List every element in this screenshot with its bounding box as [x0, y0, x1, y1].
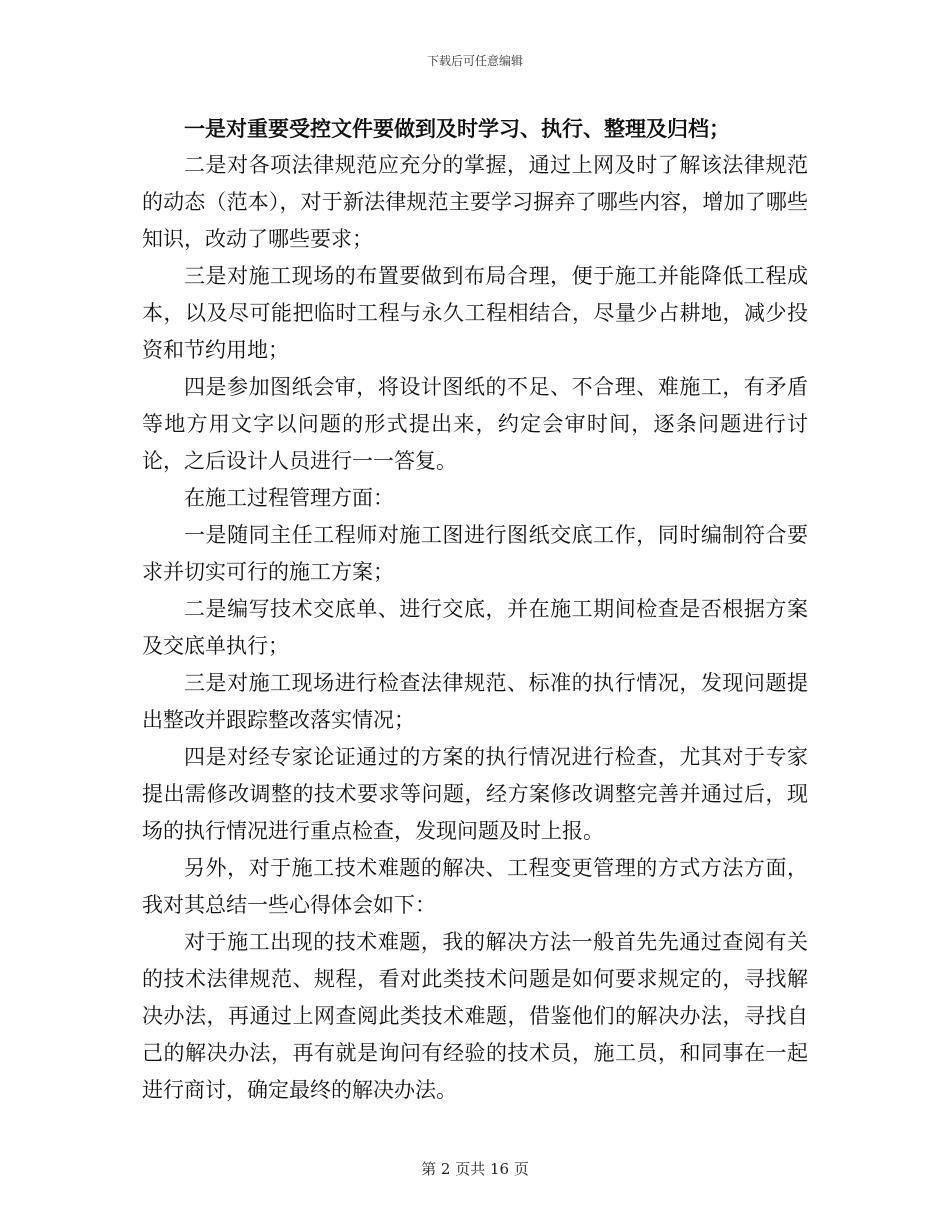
document-body — [142, 110, 808, 1109]
paragraph-8: 三是对施工现场进行检查法律规范、标准的执行情况，发现问题提出整改并跟踪整改落实情况； — [142, 671, 808, 732]
paragraph-2: 二是对各项法律规范应充分的掌握，通过上网及时了解该法律规范的动态（范本），对于新法律规范主要学习摒弃了哪些内容，增加了哪些知识，改动了哪些要求； — [142, 153, 808, 251]
paragraph-1: 一是对重要受控文件要做到及时学习、执行、整理及归档； — [184, 116, 730, 141]
page-header: 下载后可任意编辑 — [426, 54, 523, 68]
paragraph-6: 一是随同主任工程师对施工图进行图纸交底工作，同时编制符合要求并切实可行的施工方案； — [142, 523, 808, 584]
paragraph-4: 四是参加图纸会审，将设计图纸的不足、不合理、难施工，有矛盾等地方用文字以问题的形式提出来，约定会审时间，逐条问题进行讨论，之后设计人员进行一一答复。 — [142, 375, 808, 473]
paragraph-3: 三是对施工现场的布置要做到布局合理，便于施工并能降低工程成本，以及尽可能把临时工程与永久工程相结合，尽量少占耕地，减少投资和节约用地； — [142, 264, 808, 362]
page-footer: 第 2 页共 16 页 — [421, 1160, 529, 1178]
paragraph-7: 二是编写技术交底单、进行交底，并在施工期间检查是否根据方案及交底单执行； — [142, 597, 808, 658]
paragraph-11: 对于施工出现的技术难题，我的解决方法一般首先先通过查阅有关的技术法律规范、规程，看对此类技术问题是如何要求规定的，寻找解决办法，再通过上网查阅此类技术难题，借鉴他们的解决办法，寻找自己的解决办法，再有就是询问有经验的技术员，施工员，和同事在一起进行商讨，确定最终的解决办法。 — [142, 930, 808, 1102]
paragraph-9: 四是对经专家论证通过的方案的执行情况进行检查，尤其对于专家提出需修改调整的技术要求等问题，经方案修改调整完善并通过后，现场的执行情况进行重点检查，发现问题及时上报。 — [142, 745, 808, 843]
paragraph-5: 在施工过程管理方面： — [184, 486, 394, 510]
paragraph-10: 另外，对于施工技术难题的解决、工程变更管理的方式方法方面，我对其总结一些心得体会如下： — [142, 856, 808, 917]
